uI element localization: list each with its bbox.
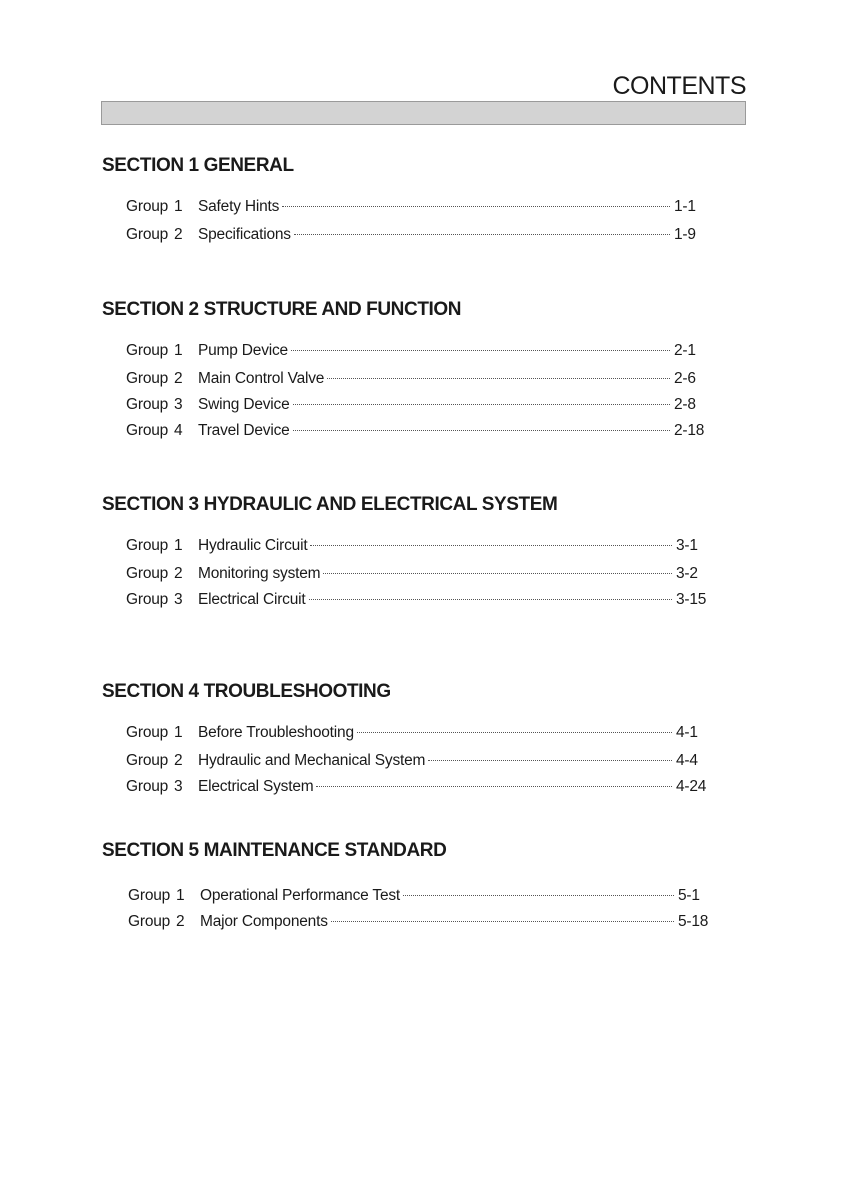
toc-entry-title: Electrical System	[198, 778, 314, 795]
section-4	[102, 680, 710, 795]
toc-group-number: 2	[174, 226, 183, 243]
toc-group-label: Group	[128, 913, 171, 930]
toc-group-number: 2	[174, 370, 183, 387]
section-2	[102, 298, 708, 439]
toc-entry[interactable]	[126, 536, 710, 556]
toc-group-label: Group	[126, 396, 169, 413]
toc-group-label: Group	[126, 565, 169, 582]
toc-entry-title: Travel Device	[198, 422, 290, 439]
toc-entry-title: Before Troubleshooting	[198, 724, 354, 741]
toc-page-number: 3-1	[676, 537, 698, 554]
toc-entry-title: Swing Device	[198, 396, 290, 413]
toc-group-label: Group	[126, 591, 169, 608]
toc-group-number: 1	[174, 198, 183, 215]
toc-entry-title: Specifications	[198, 226, 291, 243]
toc-entry[interactable]	[128, 886, 712, 906]
toc-entry[interactable]	[126, 564, 710, 584]
toc-page-number: 1-1	[674, 198, 696, 215]
section-5	[102, 839, 712, 930]
toc-page-number: 4-24	[676, 778, 707, 795]
section-1	[102, 154, 708, 243]
toc-group-number: 3	[174, 396, 183, 413]
toc-group-number: 2	[174, 752, 183, 769]
toc-group-number: 1	[174, 724, 183, 741]
toc-entry[interactable]	[126, 777, 710, 797]
dot-leader	[403, 895, 674, 896]
dot-leader	[357, 732, 672, 733]
toc-page-number: 4-1	[676, 724, 698, 741]
toc-group-number: 1	[174, 537, 183, 554]
dot-leader	[294, 234, 670, 235]
toc-page-number: 2-8	[674, 396, 696, 413]
toc-page-number: 2-18	[674, 422, 705, 439]
dot-leader	[327, 378, 670, 379]
toc-group-label: Group	[128, 887, 171, 904]
dot-leader	[293, 430, 670, 431]
dot-leader	[291, 350, 670, 351]
section-heading: SECTION 4 TROUBLESHOOTING	[102, 681, 391, 702]
toc-entry-title: Monitoring system	[198, 565, 321, 582]
toc-entry[interactable]	[126, 590, 710, 610]
toc-entry-title: Safety Hints	[198, 198, 280, 215]
page-title: CONTENTS	[612, 72, 746, 100]
toc-entry-title: Hydraulic Circuit	[198, 537, 308, 554]
toc-page-number: 5-18	[678, 913, 709, 930]
toc-entry[interactable]	[126, 225, 708, 245]
toc-group-label: Group	[126, 724, 169, 741]
toc-entry[interactable]	[126, 369, 708, 389]
dot-leader	[293, 404, 670, 405]
dot-leader	[323, 573, 672, 574]
toc-group-number: 2	[174, 565, 183, 582]
toc-entry-title: Pump Device	[198, 342, 288, 359]
toc-group-number: 4	[174, 422, 183, 439]
toc-page-number: 2-6	[674, 370, 696, 387]
toc-group-label: Group	[126, 778, 169, 795]
section-heading: SECTION 3 HYDRAULIC AND ELECTRICAL SYSTEM	[102, 494, 558, 515]
dot-leader	[309, 599, 672, 600]
toc-entry[interactable]	[126, 723, 710, 743]
toc-group-label: Group	[126, 537, 169, 554]
dot-leader	[428, 760, 672, 761]
toc-group-number: 1	[174, 342, 183, 359]
toc-page-number: 3-15	[676, 591, 707, 608]
toc-group-label: Group	[126, 752, 169, 769]
toc-group-label: Group	[126, 198, 169, 215]
toc-entry-title: Major Components	[200, 913, 328, 930]
dot-leader	[282, 206, 670, 207]
toc-entry[interactable]	[126, 197, 708, 217]
toc-group-number: 3	[174, 778, 183, 795]
toc-page-number: 5-1	[678, 887, 700, 904]
toc-entry[interactable]	[126, 395, 708, 415]
section-3	[102, 493, 710, 608]
toc-page-number: 2-1	[674, 342, 696, 359]
toc-group-number: 2	[176, 913, 185, 930]
dot-leader	[316, 786, 672, 787]
toc-entry-title: Main Control Valve	[198, 370, 325, 387]
toc-entry-title: Hydraulic and Mechanical System	[198, 752, 426, 769]
toc-group-number: 3	[174, 591, 183, 608]
toc-group-number: 1	[176, 887, 185, 904]
toc-entry[interactable]	[126, 421, 708, 441]
toc-group-label: Group	[126, 342, 169, 359]
section-heading: SECTION 1 GENERAL	[102, 155, 294, 176]
toc-entry[interactable]	[126, 751, 710, 771]
dot-leader	[310, 545, 672, 546]
section-heading: SECTION 5 MAINTENANCE STANDARD	[102, 840, 447, 861]
toc-entry-title: Operational Performance Test	[200, 887, 401, 904]
toc-entry[interactable]	[128, 912, 712, 932]
toc-page-number: 3-2	[676, 565, 698, 582]
toc-group-label: Group	[126, 226, 169, 243]
toc-group-label: Group	[126, 370, 169, 387]
toc-page-number: 1-9	[674, 226, 696, 243]
toc-entry[interactable]	[126, 341, 708, 361]
toc-entry-title: Electrical Circuit	[198, 591, 306, 608]
toc-page-number: 4-4	[676, 752, 698, 769]
title-bar	[101, 101, 746, 125]
dot-leader	[331, 921, 674, 922]
toc-group-label: Group	[126, 422, 169, 439]
section-heading: SECTION 2 STRUCTURE AND FUNCTION	[102, 299, 462, 320]
